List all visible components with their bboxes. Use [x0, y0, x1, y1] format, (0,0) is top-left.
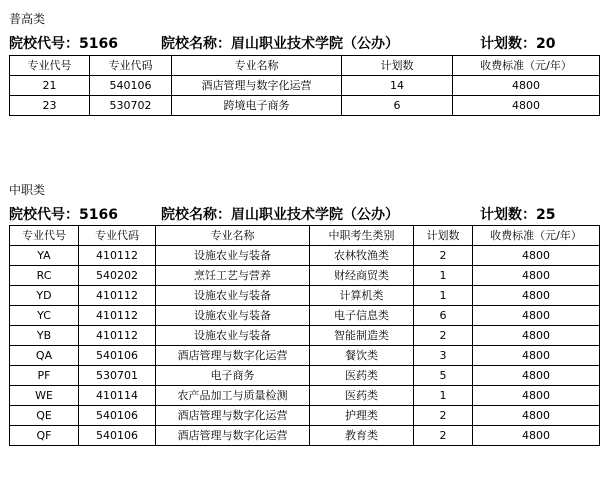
- table-cell: 6: [342, 96, 453, 116]
- table-row: [10, 326, 600, 346]
- table-cell: 医药类: [310, 366, 414, 386]
- table-cell: WE: [10, 386, 79, 406]
- table-cell: 设施农业与装备: [156, 286, 310, 306]
- table-cell: 4800: [473, 306, 600, 326]
- table-cell: PF: [10, 366, 79, 386]
- table-row: [10, 266, 600, 286]
- column-header: 计划数: [342, 56, 453, 76]
- table-cell: 酒店管理与数字化运营: [156, 406, 310, 426]
- table-cell: 540106: [90, 76, 172, 96]
- table-cell: RC: [10, 266, 79, 286]
- vocational-admission-table: [9, 225, 600, 446]
- column-header: 专业代码: [79, 226, 156, 246]
- table-cell: 智能制造类: [310, 326, 414, 346]
- table-cell: 530702: [90, 96, 172, 116]
- table-cell: 14: [342, 76, 453, 96]
- section-header-general: [9, 33, 609, 51]
- table-cell: 410112: [79, 286, 156, 306]
- table-cell: 设施农业与装备: [156, 306, 310, 326]
- table-cell: 酒店管理与数字化运营: [156, 346, 310, 366]
- table-header-row: [10, 56, 600, 76]
- table-cell: QA: [10, 346, 79, 366]
- table-cell: 跨境电子商务: [172, 96, 342, 116]
- table-cell: 6: [414, 306, 473, 326]
- school-code: 院校代号：5166: [9, 207, 118, 223]
- table-cell: 4800: [473, 366, 600, 386]
- table-cell: 计算机类: [310, 286, 414, 306]
- table-cell: 农林牧渔类: [310, 246, 414, 266]
- table-cell: YC: [10, 306, 79, 326]
- plan-total: 计划数：25: [480, 207, 556, 223]
- table-row: [10, 366, 600, 386]
- table-cell: 设施农业与装备: [156, 326, 310, 346]
- table-cell: 4800: [473, 386, 600, 406]
- column-header: 专业名称: [172, 56, 342, 76]
- table-cell: 23: [10, 96, 90, 116]
- table-row: [10, 386, 600, 406]
- table-cell: YB: [10, 326, 79, 346]
- table-cell: 4800: [473, 326, 600, 346]
- table-cell: 410112: [79, 306, 156, 326]
- table-cell: 1: [414, 266, 473, 286]
- table-cell: 电子信息类: [310, 306, 414, 326]
- plan-total: 计划数：20: [480, 36, 556, 52]
- column-header: 专业代号: [10, 56, 90, 76]
- table-row: [10, 426, 600, 446]
- table-cell: YD: [10, 286, 79, 306]
- table-cell: 1: [414, 386, 473, 406]
- table-cell: QE: [10, 406, 79, 426]
- table-row: [10, 406, 600, 426]
- column-header: 专业代码: [90, 56, 172, 76]
- category-label-vocational: 中职类: [9, 183, 46, 197]
- table-cell: 2: [414, 426, 473, 446]
- table-cell: YA: [10, 246, 79, 266]
- table-cell: 医药类: [310, 386, 414, 406]
- table-cell: QF: [10, 426, 79, 446]
- column-header: 中职考生类别: [310, 226, 414, 246]
- school-code: 院校代号：5166: [9, 36, 118, 52]
- table-cell: 农产品加工与质量检测: [156, 386, 310, 406]
- table-cell: 540202: [79, 266, 156, 286]
- table-cell: 4800: [473, 406, 600, 426]
- table-cell: 教育类: [310, 426, 414, 446]
- table-cell: 4800: [473, 246, 600, 266]
- table-cell: 2: [414, 246, 473, 266]
- table-row: [10, 286, 600, 306]
- table-cell: 21: [10, 76, 90, 96]
- school-name: 院校名称：眉山职业技术学院（公办）: [161, 207, 399, 223]
- column-header: 收费标准（元/年）: [453, 56, 600, 76]
- table-cell: 酒店管理与数字化运营: [172, 76, 342, 96]
- table-cell: 烹饪工艺与营养: [156, 266, 310, 286]
- table-cell: 财经商贸类: [310, 266, 414, 286]
- table-cell: 2: [414, 406, 473, 426]
- table-cell: 540106: [79, 426, 156, 446]
- table-row: [10, 306, 600, 326]
- table-cell: 2: [414, 326, 473, 346]
- table-cell: 4800: [473, 266, 600, 286]
- table-header-row: [10, 226, 600, 246]
- column-header: 专业名称: [156, 226, 310, 246]
- column-header: 收费标准（元/年）: [473, 226, 600, 246]
- table-cell: 5: [414, 366, 473, 386]
- table-cell: 410112: [79, 326, 156, 346]
- table-cell: 4800: [473, 346, 600, 366]
- table-cell: 4800: [453, 96, 600, 116]
- table-cell: 护理类: [310, 406, 414, 426]
- table-row: [10, 96, 600, 116]
- table-cell: 电子商务: [156, 366, 310, 386]
- table-cell: 530701: [79, 366, 156, 386]
- table-cell: 540106: [79, 346, 156, 366]
- school-name: 院校名称：眉山职业技术学院（公办）: [161, 36, 399, 52]
- table-cell: 酒店管理与数字化运营: [156, 426, 310, 446]
- table-cell: 4800: [473, 286, 600, 306]
- section-header-vocational: [9, 204, 609, 222]
- table-cell: 1: [414, 286, 473, 306]
- table-row: [10, 246, 600, 266]
- column-header: 计划数: [414, 226, 473, 246]
- table-cell: 4800: [473, 426, 600, 446]
- table-cell: 410114: [79, 386, 156, 406]
- table-cell: 4800: [453, 76, 600, 96]
- table-row: [10, 76, 600, 96]
- category-label-general-high-school: 普高类: [9, 12, 46, 26]
- general-admission-table: [9, 55, 600, 116]
- table-cell: 3: [414, 346, 473, 366]
- table-cell: 设施农业与装备: [156, 246, 310, 266]
- table-row: [10, 346, 600, 366]
- table-cell: 540106: [79, 406, 156, 426]
- column-header: 专业代号: [10, 226, 79, 246]
- table-cell: 410112: [79, 246, 156, 266]
- table-cell: 餐饮类: [310, 346, 414, 366]
